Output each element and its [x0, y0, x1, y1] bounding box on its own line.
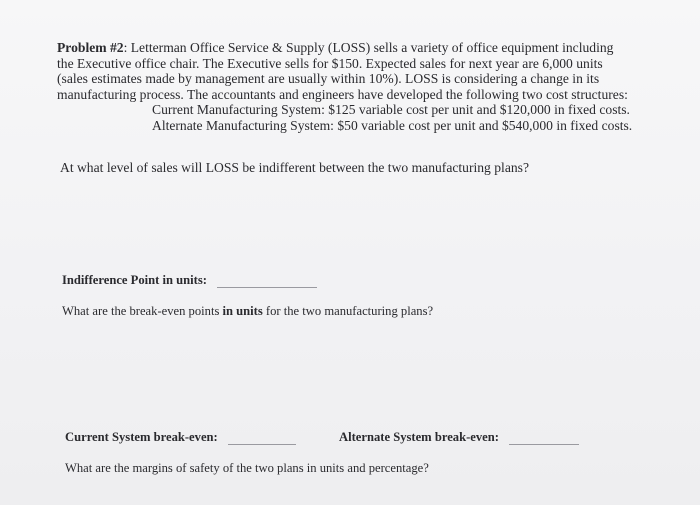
current-breakeven-label: Current System break-even:	[65, 430, 218, 444]
current-breakeven-blank[interactable]	[228, 432, 296, 445]
problem-line-2: the Executive office chair. The Executive sells for $150. Expected sales for next year are 6,000 units	[57, 55, 603, 71]
indifference-answer-row	[62, 273, 317, 288]
alternate-system-costs: Alternate Manufacturing System: $50 variable cost per unit and $540,000 in fixed costs.	[152, 117, 633, 133]
problem-line-3: (sales estimates made by management are usually within 10%). LOSS is considering a change in its	[57, 71, 600, 87]
problem-line-1	[57, 40, 667, 56]
problem-label: Problem #2	[57, 40, 124, 55]
alternate-breakeven-label: Alternate System break-even:	[339, 430, 499, 444]
problem-text-1: : Letterman Office Service & Supply (LOSS) sells a variety of office equipment including	[123, 40, 614, 55]
alternate-breakeven-blank[interactable]	[509, 432, 579, 445]
margin-of-safety-question: What are the margins of safety of the two plans in units and percentage?	[65, 461, 429, 475]
breakeven-question-emphasis: in units	[222, 304, 263, 318]
alternate-breakeven-field	[339, 430, 579, 445]
indifference-answer-blank[interactable]	[217, 275, 317, 288]
breakeven-question-prefix: What are the break-even points	[62, 304, 223, 318]
current-breakeven-field	[65, 430, 296, 445]
problem-statement	[57, 40, 667, 134]
problem-line-4: manufacturing process. The accountants and engineers have developed the following two cost structures:	[57, 86, 628, 102]
breakeven-question	[62, 304, 433, 319]
current-system-costs: Current Manufacturing System: $125 variable cost per unit and $120,000 in fixed costs.	[152, 102, 630, 118]
indifference-question: At what level of sales will LOSS be indifferent between the two manufacturing plans?	[60, 160, 529, 175]
breakeven-question-suffix: for the two manufacturing plans?	[262, 304, 434, 318]
indifference-label: Indifference Point in units:	[62, 273, 207, 287]
